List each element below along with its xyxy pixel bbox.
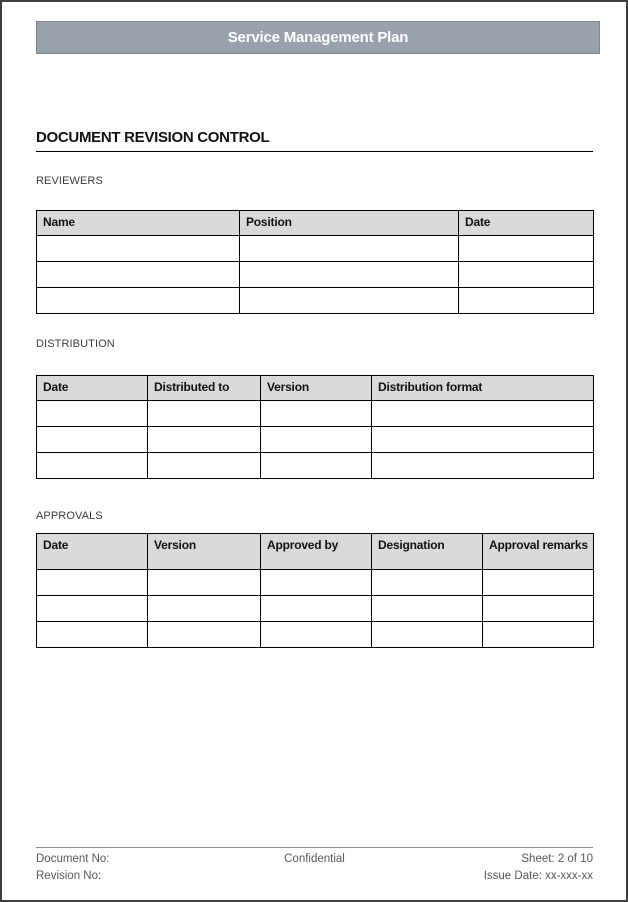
reviewers-header-row — [37, 211, 594, 236]
column-header-version: Version — [148, 534, 261, 570]
empty-cell — [37, 596, 148, 622]
approvals-table — [36, 533, 594, 648]
empty-cell — [372, 401, 594, 427]
empty-cell — [372, 570, 483, 596]
empty-cell — [37, 427, 148, 453]
table-row — [37, 453, 594, 479]
table-row — [37, 427, 594, 453]
table-row — [37, 570, 594, 596]
page-heading: DOCUMENT REVISION CONTROL — [36, 129, 593, 152]
empty-cell — [37, 622, 148, 648]
empty-cell — [37, 288, 240, 314]
column-header-position: Position — [240, 211, 459, 236]
column-header-name: Name — [37, 211, 240, 236]
column-header-designation: Designation — [372, 534, 483, 570]
reviewers-table — [36, 210, 594, 314]
empty-cell — [261, 427, 372, 453]
empty-cell — [240, 288, 459, 314]
empty-cell — [261, 453, 372, 479]
empty-cell — [240, 262, 459, 288]
table-row — [37, 596, 594, 622]
empty-cell — [483, 570, 594, 596]
empty-cell — [37, 570, 148, 596]
empty-cell — [37, 453, 148, 479]
empty-cell — [261, 401, 372, 427]
empty-cell — [148, 401, 261, 427]
section-label-approvals: APPROVALS — [36, 510, 103, 522]
empty-cell — [148, 453, 261, 479]
revision-no-label: Revision No: — [36, 870, 102, 882]
empty-cell — [261, 570, 372, 596]
empty-cell — [372, 453, 594, 479]
empty-cell — [261, 622, 372, 648]
document-title: Service Management Plan — [227, 29, 409, 46]
empty-cell — [459, 262, 594, 288]
empty-cell — [148, 596, 261, 622]
column-header-approved-by: Approved by — [261, 534, 372, 570]
distribution-header-row — [37, 376, 594, 401]
column-header-distributed-to: Distributed to — [148, 376, 261, 401]
confidential-label: Confidential — [284, 853, 345, 865]
table-row — [37, 401, 594, 427]
empty-cell — [372, 596, 483, 622]
page-header-bar — [36, 21, 600, 54]
section-label-reviewers: REVIEWERS — [36, 175, 103, 187]
empty-cell — [372, 427, 594, 453]
column-header-version: Version — [261, 376, 372, 401]
distribution-table — [36, 375, 594, 479]
column-header-approval-remarks: Approval remarks — [483, 534, 594, 570]
empty-cell — [148, 570, 261, 596]
table-row — [37, 236, 594, 262]
empty-cell — [483, 622, 594, 648]
empty-cell — [240, 236, 459, 262]
empty-cell — [483, 596, 594, 622]
table-row — [37, 262, 594, 288]
empty-cell — [37, 236, 240, 262]
issue-date: Issue Date: xx-xxx-xx — [483, 870, 593, 882]
empty-cell — [148, 622, 261, 648]
empty-cell — [37, 262, 240, 288]
section-label-distribution: DISTRIBUTION — [36, 338, 115, 350]
table-row — [37, 288, 594, 314]
approvals-header-row — [37, 534, 594, 570]
footer-divider — [36, 847, 593, 848]
empty-cell — [459, 236, 594, 262]
empty-cell — [37, 401, 148, 427]
empty-cell — [372, 622, 483, 648]
empty-cell — [148, 427, 261, 453]
table-row — [37, 622, 594, 648]
empty-cell — [459, 288, 594, 314]
column-header-date: Date — [37, 376, 148, 401]
document-no-label: Document No: — [36, 853, 110, 865]
sheet-number: Sheet: 2 of 10 — [521, 853, 593, 865]
column-header-date: Date — [459, 211, 594, 236]
footer-right — [484, 851, 593, 885]
empty-cell — [261, 596, 372, 622]
column-header-distribution-format: Distribution format — [372, 376, 594, 401]
column-header-date: Date — [37, 534, 148, 570]
